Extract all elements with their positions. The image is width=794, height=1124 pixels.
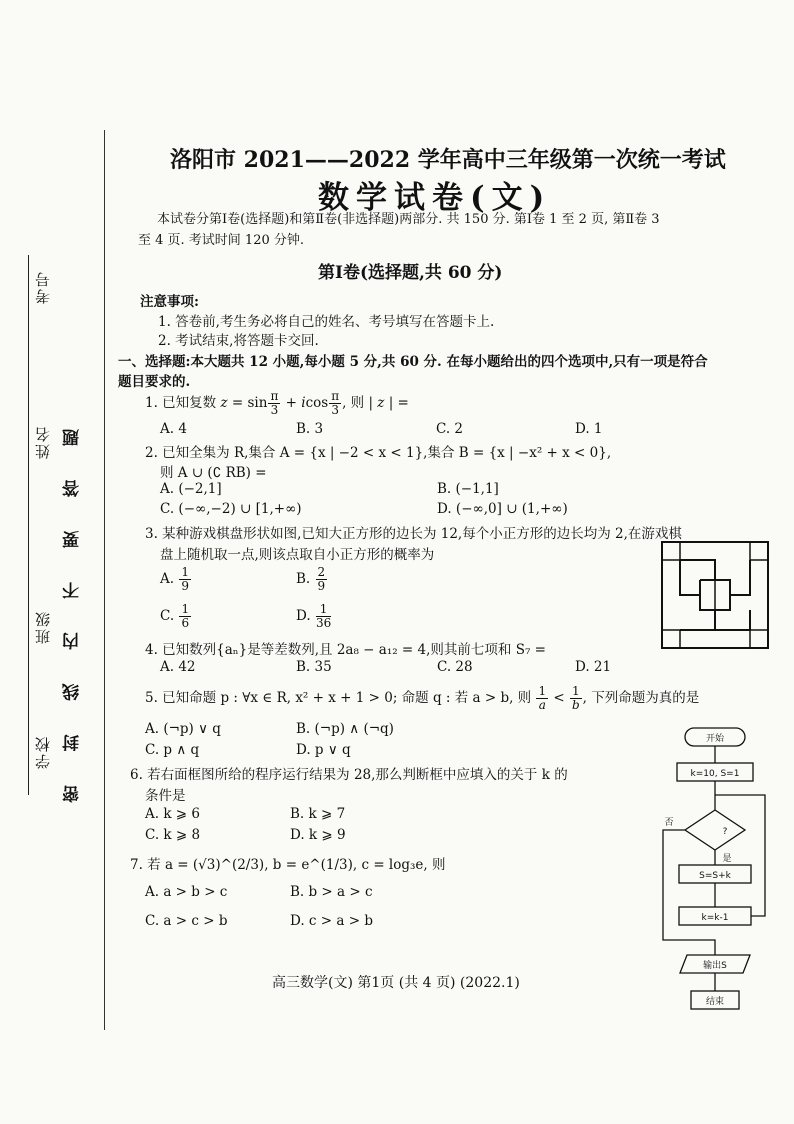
q1-option-d: D. 1 bbox=[575, 421, 603, 437]
question-6-line-2: 条件是 bbox=[145, 788, 186, 804]
q1-option-b: B. 3 bbox=[296, 421, 324, 437]
q4-option-b: B. 35 bbox=[296, 659, 332, 675]
question-3-line-1: 3. 某种游戏棋盘形状如图,已知大正方形的边长为 12,每个小正方形的边长均为 2,在游戏棋 bbox=[145, 526, 682, 542]
flowchart-condition bbox=[685, 810, 745, 850]
q3-option-a: A. $\frac{1}{9}$ bbox=[160, 565, 189, 593]
q6-option-b: B. k ⩾ 7 bbox=[290, 806, 346, 822]
flowchart-decrement-text: k=k-1 bbox=[701, 913, 729, 923]
q2-option-a: A. (−2,1] bbox=[160, 481, 222, 497]
notes-title: 注意事项: bbox=[140, 294, 199, 310]
q4-option-a: A. 42 bbox=[160, 659, 196, 675]
q6-option-a: A. k ⩾ 6 bbox=[145, 806, 200, 822]
q4-option-d: D. 21 bbox=[575, 659, 612, 675]
q5-option-c: C. p ∧ q bbox=[145, 742, 200, 758]
q3-option-b: B. $\frac{2}{9}$ bbox=[296, 565, 326, 593]
q5-option-b: B. (¬p) ∧ (¬q) bbox=[296, 721, 394, 737]
q4-option-c: C. 28 bbox=[437, 659, 473, 675]
game-board-figure bbox=[660, 540, 770, 650]
q3-option-d: D. $\frac{1}{36}$ bbox=[296, 602, 332, 630]
question-7: 7. 若 a = (√3)^(2/3), b = e^(1/3), c = log₃e, 则 bbox=[130, 857, 446, 873]
q6-option-d: D. k ⩾ 9 bbox=[290, 827, 346, 843]
q1-option-a: A. 4 bbox=[160, 421, 187, 437]
binding-dashed-line bbox=[28, 255, 29, 795]
binding-line bbox=[104, 130, 105, 1030]
flowchart-yes-label: 是 bbox=[722, 854, 732, 864]
q5-option-a: A. (¬p) ∨ q bbox=[145, 721, 221, 737]
page-footer: 高三数学(文) 第1页 (共 4 页) (2022.1) bbox=[272, 975, 520, 991]
note-1: 1. 答卷前,考生务必将自己的姓名、考号填写在答题卡上. bbox=[158, 314, 495, 330]
flowchart-sum-text: S=S+k bbox=[699, 871, 731, 881]
q7-option-a: A. a > b > c bbox=[145, 884, 228, 900]
q7-option-b: B. b > a > c bbox=[290, 884, 373, 900]
question-6-line-1: 6. 若右面框图所给的程序运行结果为 28,那么判断框中应填入的关于 k 的 bbox=[130, 767, 568, 783]
note-2: 2. 考试结束,将答题卡交回. bbox=[158, 333, 319, 349]
q6-option-c: C. k ⩾ 8 bbox=[145, 827, 201, 843]
q7-option-d: D. c > a > b bbox=[290, 913, 373, 929]
q2-option-d: D. (−∞,0] ∪ (1,+∞) bbox=[437, 501, 568, 517]
school-label: 学校 bbox=[34, 735, 52, 769]
instructions-line-1: 一、选择题:本大题共 12 小题,每小题 5 分,共 60 分. 在每小题给出的四个选项中,只有一项是符合 bbox=[118, 354, 708, 370]
q2-option-b: B. (−1,1] bbox=[437, 481, 499, 497]
question-5: 5. 已知命题 p : ∀x ∈ R, x² + x + 1 > 0; 命题 q : 若 a > b, 则 $\frac{1}{a}$ < $\frac{1}{b}$ , 下列命题为真的是 bbox=[145, 684, 700, 712]
intro-line-1: 本试卷分第Ⅰ卷(选择题)和第Ⅱ卷(非选择题)两部分. 共 150 分. 第Ⅰ卷 1 至 2 页, 第Ⅱ卷 3 bbox=[157, 212, 660, 227]
name-label: 姓名 bbox=[34, 425, 52, 459]
question-2-line-2: 则 A ∪ (∁ RB) = bbox=[160, 465, 267, 481]
question-1: 1. 已知复数 z = sin $\frac{\pi}{3}$ + icos $\frac{\pi}{3}$ , 则 | z | = bbox=[145, 389, 409, 417]
program-flowchart bbox=[655, 725, 775, 1025]
flowchart-no-label: 否 bbox=[664, 818, 674, 828]
instructions-line-2: 题目要求的. bbox=[118, 374, 191, 390]
binding-margin bbox=[0, 0, 120, 1124]
flowchart-init-text: k=10, S=1 bbox=[690, 769, 740, 779]
question-2-line-1: 2. 已知全集为 R,集合 A = {x | −2 < x < 1},集合 B = {x | −x² + x < 0}, bbox=[145, 445, 612, 461]
q7-option-c: C. a > c > b bbox=[145, 913, 228, 929]
question-4: 4. 已知数列{aₙ}是等差数列,且 2a₈ − a₁₂ = 4,则其前七项和 S₇ = bbox=[145, 642, 546, 658]
exam-number-label: 考号 bbox=[34, 270, 52, 304]
question-3-line-2: 盘上随机取一点,则该点取自小正方形的概率为 bbox=[160, 547, 435, 563]
q5-option-d: D. p ∨ q bbox=[296, 742, 351, 758]
q1-option-c: C. 2 bbox=[436, 421, 464, 437]
flowchart-output-text: 输出S bbox=[703, 961, 727, 971]
flowchart-condition-text: ? bbox=[722, 827, 728, 837]
intro-line-2: 至 4 页. 考试时间 120 分钟. bbox=[138, 233, 305, 248]
subject-title: 数学试卷(文) bbox=[318, 180, 552, 216]
section-heading: 第Ⅰ卷(选择题,共 60 分) bbox=[318, 263, 503, 283]
flowchart-end-text: 结束 bbox=[705, 997, 725, 1007]
q2-option-c: C. (−∞,−2) ∪ [1,+∞) bbox=[160, 501, 302, 517]
exam-title: 洛阳市 2021——2022 学年高中三年级第一次统一考试 bbox=[170, 147, 726, 173]
class-label: 班级 bbox=[34, 610, 52, 644]
flowchart-start-text: 开始 bbox=[705, 734, 725, 744]
seal-warning-text: 密 封 线 内 不 要 答 题 bbox=[63, 415, 83, 803]
q3-option-c: C. $\frac{1}{6}$ bbox=[160, 602, 190, 630]
